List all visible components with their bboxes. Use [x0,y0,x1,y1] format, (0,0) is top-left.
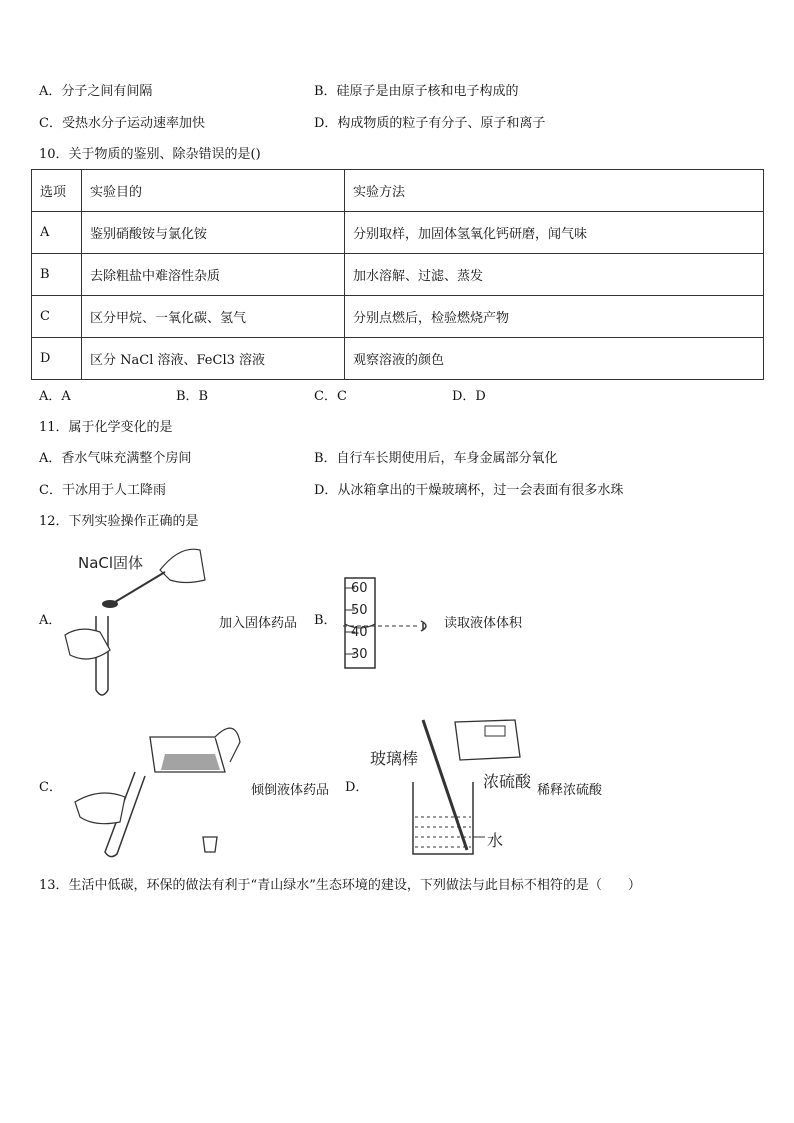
cell-method: 加水溶解、过滤、蒸发 [345,254,764,296]
q12-d-caption: 稀释浓硫酸 [537,783,603,798]
cell-purpose: 鉴别硝酸铵与氯化铵 [82,212,345,254]
q13-stem: 13．生活中低碳，环保的做法有利于“青山绿水”生态环境的建设，下列做法与此目标不相符的是（ ） [39,878,641,893]
holding-hand-icon [65,629,110,659]
cell-purpose: 区分甲烷、一氧化碳、氢气 [82,296,345,338]
q12-stem: 12．下列实验操作正确的是 [39,514,199,529]
figure-a-label: NaCl固体 [78,554,144,572]
q11-option-c: C．干冰用于人工降雨 [39,483,166,498]
q12-option-a-letter: A． [39,613,62,628]
liquid [161,754,220,770]
header-purpose: 实验目的 [82,170,345,212]
q10-table [31,169,764,380]
tick-50: 50 [351,603,368,618]
figure-c-pouring [65,712,245,862]
q12-b-caption: 读取液体体积 [444,616,523,631]
rod-label: 玻璃棒 [370,749,419,768]
spoon-handle [115,572,165,602]
table-row [32,296,764,338]
q9-option-c: C．受热水分子运动速率加快 [39,116,205,131]
hand-icon [160,549,205,582]
q9-option-a: A．分子之间有间隔 [39,84,153,99]
holding-hand-icon [75,793,125,824]
cell-method: 观察溶液的颜色 [345,338,764,380]
bottle-label [485,726,505,736]
tick-40: 40 [351,625,368,640]
q12-a-caption: 加入固体药品 [219,616,298,631]
eye-icon [421,621,426,631]
q11-option-d: D．从冰箱拿出的干燥玻璃杯，过一会表面有很多水珠 [314,483,624,498]
cell-method: 分别点燃后，检验燃烧产物 [345,296,764,338]
q10-answer-b: B．B [176,389,209,404]
header-method: 实验方法 [345,170,764,212]
cell-purpose: 去除粗盐中难溶性杂质 [82,254,345,296]
q10-answer-d: D．D [452,389,486,404]
cell-method: 分别取样，加固体氢氧化钙研磨，闻气味 [345,212,764,254]
table-row [32,338,764,380]
q9-option-b: B．硅原子是由原子核和电子构成的 [314,84,519,99]
table-row [32,212,764,254]
table-row [32,254,764,296]
header-option: 选项 [32,170,82,212]
acid-label: 浓硫酸 [483,772,532,791]
cell-option: A [32,212,82,254]
tick-30: 30 [351,647,368,662]
figure-b-cylinder [335,572,445,672]
water-label: 水 [487,831,504,850]
q11-option-a: A．香水气味充满整个房间 [39,451,192,466]
q11-stem: 11．属于化学变化的是 [39,420,173,435]
tick-60: 60 [351,581,368,596]
spoon-icon [102,600,118,608]
q10-answer-c: C．C [314,389,347,404]
stopper-icon [203,837,217,852]
cell-purpose: 区分 NaCl 溶液、FeCl3 溶液 [82,338,345,380]
cell-option: C [32,296,82,338]
figure-d-diluting [365,712,535,862]
q11-option-b: B．自行车长期使用后，车身金属部分氧化 [314,451,558,466]
q12-option-b-letter: B． [314,613,337,628]
cell-option: B [32,254,82,296]
q10-answer-a: A．A [39,389,71,404]
q9-option-d: D．构成物质的粒子有分子、原子和离子 [314,116,546,131]
table-header-row [32,170,764,212]
q12-option-c-letter: C． [39,780,62,795]
q10-stem: 10．关于物质的鉴别、除杂错误的是() [39,147,261,162]
q12-option-d-letter: D． [345,780,369,795]
cell-option: D [32,338,82,380]
q12-c-caption: 倾倒液体药品 [251,783,330,798]
figure-a-adding-solid [60,540,210,700]
